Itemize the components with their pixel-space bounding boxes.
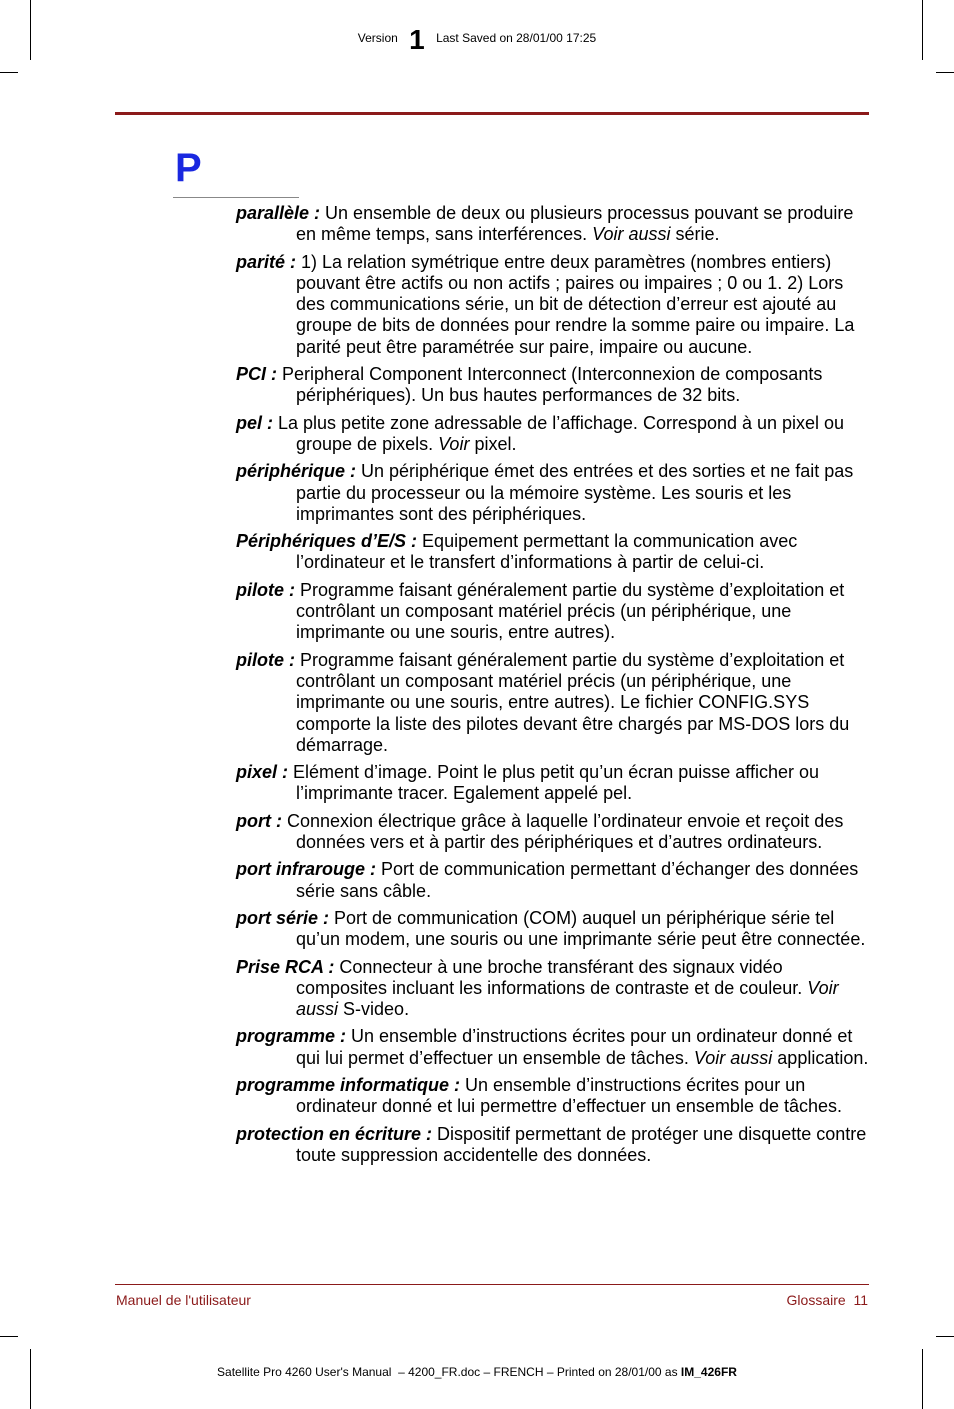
- entry-definition: Un ensemble de deux ou plusieurs processus pouvant se produire en même temps, sans interférences.: [296, 203, 854, 245]
- glossary-entry: [236, 1026, 876, 1069]
- glossary-entry: [236, 531, 876, 574]
- footer-page-label: Glossaire 11: [786, 1292, 868, 1308]
- entry-definition: Un ensemble d’instructions écrites pour un ordinateur donné et lui permettre d’effectuer un ensemble de tâches.: [296, 1074, 843, 1117]
- entry-crossref: Voir aussi: [592, 224, 671, 245]
- entry-term: parallèle :: [236, 203, 321, 223]
- entry-definition: Un périphérique émet des entrées et des sorties et ne fait pas partie du processeur ou la mémoire système. Les souris et les imprimantes sont des périphériques.: [296, 461, 854, 524]
- glossary-entry: [236, 811, 876, 854]
- entry-definition: Dispositif permettant de protéger une disquette contre toute suppression accidentelle des données.: [296, 1123, 867, 1165]
- crop-mark: [936, 72, 954, 73]
- entry-term: Prise RCA :: [236, 956, 335, 977]
- entry-term: programme :: [236, 1026, 347, 1047]
- glossary-entry: [236, 252, 876, 358]
- glossary-entry: [236, 413, 876, 456]
- entry-term: programme informatique :: [236, 1074, 461, 1095]
- entry-term: port série :: [236, 907, 330, 928]
- bottom-rule: [115, 1284, 869, 1285]
- crop-mark: [0, 72, 18, 73]
- entry-crossref: Voir aussi: [296, 977, 839, 1020]
- glossary-entry: [236, 1124, 876, 1167]
- entry-term: PCI :: [236, 364, 278, 385]
- entry-definition: Un ensemble d’instructions écrites pour un ordinateur donné et qui lui permet d’effectuer un ensemble de tâches.: [296, 1026, 853, 1068]
- entry-term: protection en écriture :: [236, 1123, 433, 1144]
- crop-mark: [0, 1336, 18, 1337]
- entry-term: pel :: [236, 412, 274, 433]
- entry-definition: Equipement permettant la communication avec l’ordinateur et le transfert d’informations à partir de celui-ci.: [296, 531, 798, 573]
- entry-definition: Programme faisant généralement partie du système d’exploitation et contrôlant un composant matériel précis (un périphérique, une imprimante ou une souris, entre autres). Le fichier CONFIG.SYS comporte la liste des pilotes devant être chargés par MS-DOS lors du démarrage.: [295, 649, 850, 755]
- version-header: [0, 22, 954, 54]
- glossary-entry: [236, 461, 876, 525]
- entry-definition: Port de communication permettant d’échanger des données série sans câble.: [296, 859, 859, 901]
- crop-mark: [30, 1349, 31, 1409]
- entry-crossref: Voir: [438, 433, 470, 454]
- print-info: [0, 1365, 954, 1379]
- footer-manual-title: Manuel de l'utilisateur: [116, 1292, 251, 1308]
- entry-term: Périphériques d’E/S :: [236, 531, 418, 552]
- entry-definition: S-video.: [338, 999, 410, 1020]
- entry-definition: Programme faisant généralement partie du système d’exploitation et contrôlant un composant matériel précis (un périphérique, une imprimante ou une souris, entre autres).: [295, 579, 845, 643]
- crop-mark: [936, 1336, 954, 1337]
- entry-definition: série.: [670, 224, 720, 245]
- entry-definition: La plus petite zone adressable de l’affichage. Correspond à un pixel ou groupe de pixels.: [273, 412, 845, 454]
- section-letter: P: [175, 146, 202, 190]
- entry-definition: pixel.: [469, 433, 517, 454]
- entry-term: pilote :: [236, 649, 295, 670]
- top-rule: [115, 112, 869, 115]
- glossary-entries: [236, 203, 876, 1172]
- entry-definition: Connecteur à une broche transférant des signaux vidéo composites incluant les informations de contraste et de couleur.: [296, 956, 808, 998]
- entry-definition: Peripheral Component Interconnect (Interconnexion de composants périphériques). Un bus hautes performances de 32 bits.: [277, 364, 823, 406]
- glossary-entry: [236, 1075, 876, 1118]
- entry-definition: Connexion électrique grâce à laquelle l’ordinateur envoie et reçoit des données vers et à partir des périphériques et d’autres ordinateurs.: [281, 810, 844, 853]
- entry-definition: application.: [772, 1047, 869, 1068]
- entry-crossref: Voir aussi: [693, 1047, 773, 1068]
- glossary-entry: [236, 957, 876, 1021]
- entry-term: périphérique :: [236, 461, 357, 482]
- entry-definition: Port de communication (COM) auquel un périphérique série tel qu’un modem, une souris ou une imprimante série peut être connectée.: [296, 907, 866, 950]
- section-rule: [173, 197, 299, 198]
- entry-definition: Elément d’image. Point le plus petit qu’un écran puisse afficher ou l’imprimante tracer. Egalement appelé pel.: [288, 762, 819, 804]
- version-number: 1: [409, 24, 425, 55]
- version-label: Version: [357, 31, 398, 45]
- entry-term: parité :: [236, 251, 297, 272]
- entry-term: pilote :: [236, 579, 295, 600]
- entry-term: port :: [236, 810, 282, 831]
- entry-term: port infrarouge :: [236, 859, 376, 880]
- glossary-entry: [236, 762, 876, 805]
- crop-mark: [922, 1349, 923, 1409]
- glossary-entry: [236, 650, 876, 756]
- print-info-code: IM_426FR: [680, 1365, 737, 1379]
- glossary-entry: [236, 580, 876, 644]
- entry-term: pixel :: [236, 762, 289, 783]
- glossary-entry: [236, 859, 876, 902]
- last-saved: Last Saved on 28/01/00 17:25: [436, 31, 597, 45]
- print-info-text: Satellite Pro 4260 User's Manual – 4200_FR.doc – FRENCH – Printed on 28/01/00 as: [217, 1365, 681, 1379]
- glossary-entry: [236, 364, 876, 407]
- glossary-entry: [236, 908, 876, 951]
- entry-definition: 1) La relation symétrique entre deux paramètres (nombres entiers) pouvant être actifs ou non actifs ; paires ou impaires ; 0 ou 1. 2) Lors des communications série, un bit de détection d’erreur est ajouté au groupe de bits de données pour rendre la somme paire ou impaire. La parité peut être paramétrée sur paire, impaire ou aucune.: [296, 251, 855, 357]
- glossary-entry: [236, 203, 876, 246]
